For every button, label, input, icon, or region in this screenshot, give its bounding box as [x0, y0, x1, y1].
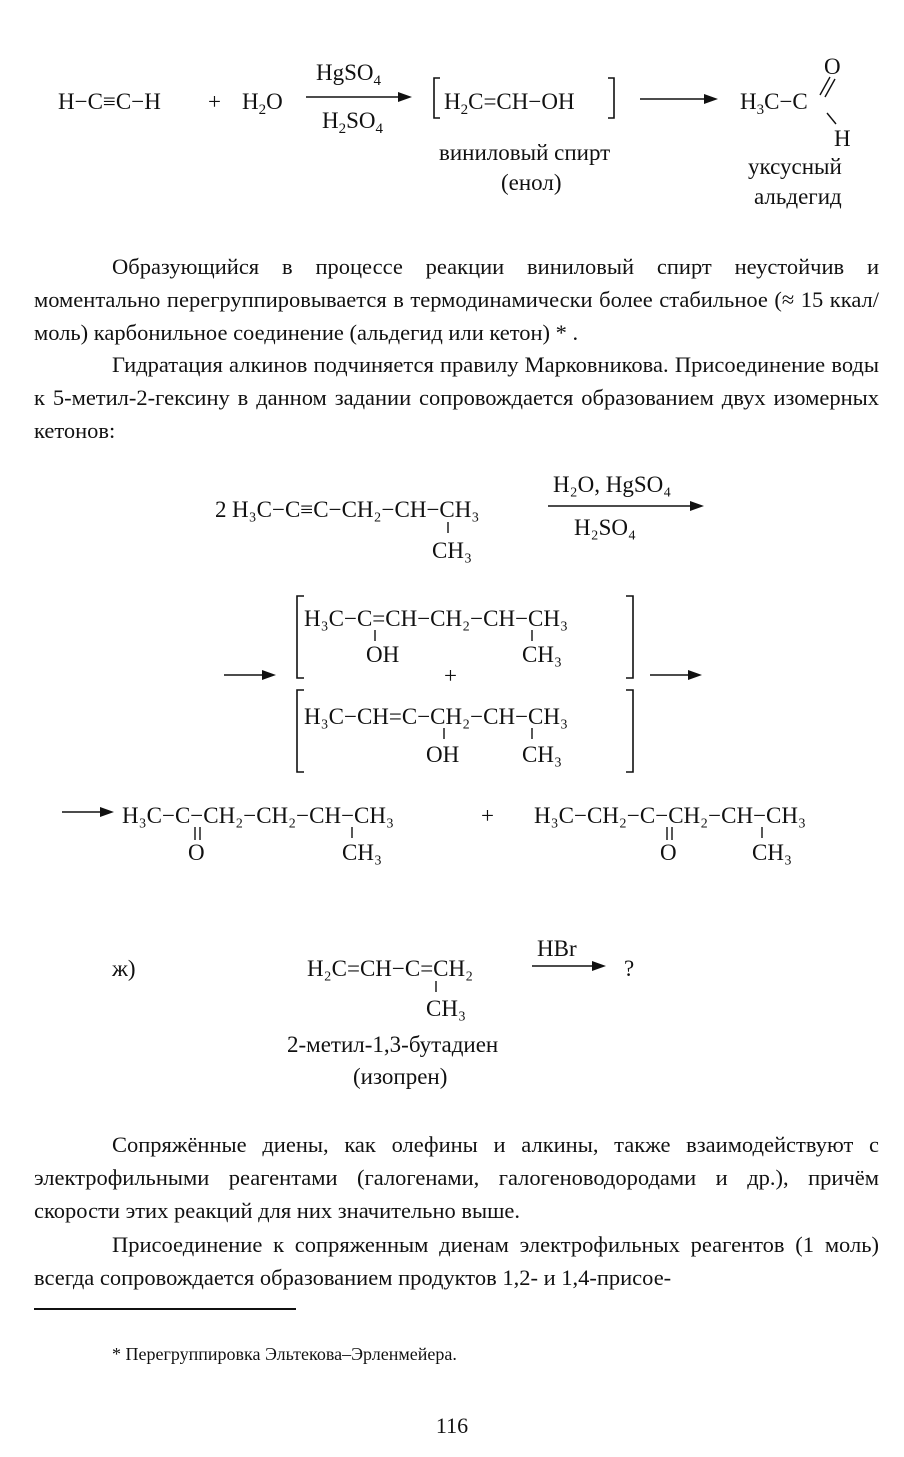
footnote-separator [34, 1308, 296, 1310]
arrow-head [262, 670, 276, 680]
arrow-head [100, 807, 114, 817]
isoprene-name: 2-метил-1,3-бутадиен [287, 1032, 499, 1057]
bracket-right [626, 596, 633, 678]
enol-2-methyl: CH₃ [522, 742, 562, 767]
arrow-head [592, 961, 606, 971]
enol-1-methyl: CH₃ [522, 642, 562, 667]
vinyl-alcohol-name: виниловый спирт [439, 140, 611, 165]
vinyl-alcohol: $H_2C=CH-OH$ [444, 89, 575, 118]
isoprene-branch: CH₃ [426, 996, 466, 1021]
item-label: ж) [112, 956, 136, 981]
arrow-head [690, 501, 704, 511]
arrow-head [398, 92, 412, 102]
paragraph-3: Сопряжённые диены, как олефины и алкины, также взаимодействуют с электрофильными реагентами (галогенами, галогеноводородами и др.), причём скорости этих реакций для них значительно выше. [34, 1132, 879, 1223]
catalyst-top: HgSO$_4$ [316, 60, 382, 89]
enol-2-chain: H₃C−CH=C−CH₂−CH−CH₃ [304, 704, 569, 729]
ketone-2-oxygen: O [660, 840, 677, 865]
reagent-bottom: H₂SO₄ [574, 515, 637, 540]
hexyne-branch: CH₃ [432, 538, 472, 563]
isoprene-trivial-name: (изопрен) [353, 1064, 448, 1089]
plus-sign: + [481, 803, 494, 828]
arrow-head [704, 94, 718, 104]
ketone-2-methyl: CH₃ [752, 840, 792, 865]
paragraph-2: Гидратация алкинов подчиняется правилу Марковникова. Присоединение воды к 5-метил-2-гексину в данном задании сопровождается образованием двух изомерных кетонов: [34, 352, 879, 443]
enol-1-chain: H₃C−C=CH−CH₂−CH−CH₃ [304, 606, 569, 631]
reagent-hbr: HBr [537, 936, 577, 961]
carbonyl-oxygen: O [824, 54, 841, 79]
footnote: * Перегруппировка Эльтекова–Эрленмейера. [112, 1344, 457, 1364]
reaction-1 [58, 54, 851, 209]
bracket-left [297, 690, 304, 772]
enol-2-hydroxyl: OH [426, 742, 460, 767]
acetylene: H−C≡C−H [58, 89, 161, 114]
isoprene-chain: H₂C=CH−C=CH₂ [307, 956, 474, 981]
reaction-3 [111, 936, 634, 1089]
bracket-right [626, 690, 633, 772]
ketone-2-chain: H₃C−CH₂−C−CH₂−CH−CH₃ [534, 803, 807, 828]
reaction-2 [62, 472, 806, 865]
plus-sign: + [444, 663, 457, 688]
aldehyde-hydrogen: H [834, 126, 851, 151]
acetaldehyde-name-2: альдегид [754, 184, 842, 209]
coefficient: 2 [215, 497, 227, 522]
water: $H_2O$ [242, 89, 283, 118]
reagent-top: H₂O, HgSO₄ [553, 472, 672, 497]
acetaldehyde-name-1: уксусный [748, 154, 842, 179]
ketone-1-chain: H₃C−C−CH₂−CH₂−CH−CH₃ [122, 803, 395, 828]
bracket-right [608, 78, 614, 118]
ketone-1-oxygen: O [188, 840, 205, 865]
bracket-left [434, 78, 440, 118]
acetaldehyde: $H_3C-C$ [740, 89, 808, 118]
bracket-left [297, 596, 304, 678]
hexyne-chain: H₃C−C≡C−CH₂−CH−CH₃ [232, 497, 480, 522]
paragraph-4: Присоединение к сопряженным диенам электрофильных реагентов (1 моль) всегда сопровождается образованием продуктов 1,2- и 1,4-присое- [34, 1232, 879, 1290]
question-mark: ? [624, 956, 635, 981]
catalyst-bottom: $H_2SO_4$ [322, 108, 384, 137]
enol-name: (енол) [501, 170, 562, 195]
plus-sign: + [208, 89, 221, 114]
arrow-head [688, 670, 702, 680]
ketone-1-methyl: CH₃ [342, 840, 382, 865]
enol-1-hydroxyl: OH [366, 642, 400, 667]
page-number: 116 [435, 1413, 469, 1438]
paragraph-1: Образующийся в процессе реакции виниловый спирт неустойчив и моментально перегруппировывается в термодинамически более стабильное (≈ 15 ккал/моль) карбонильное соединение (альдегид или кетон) * . [34, 254, 879, 345]
